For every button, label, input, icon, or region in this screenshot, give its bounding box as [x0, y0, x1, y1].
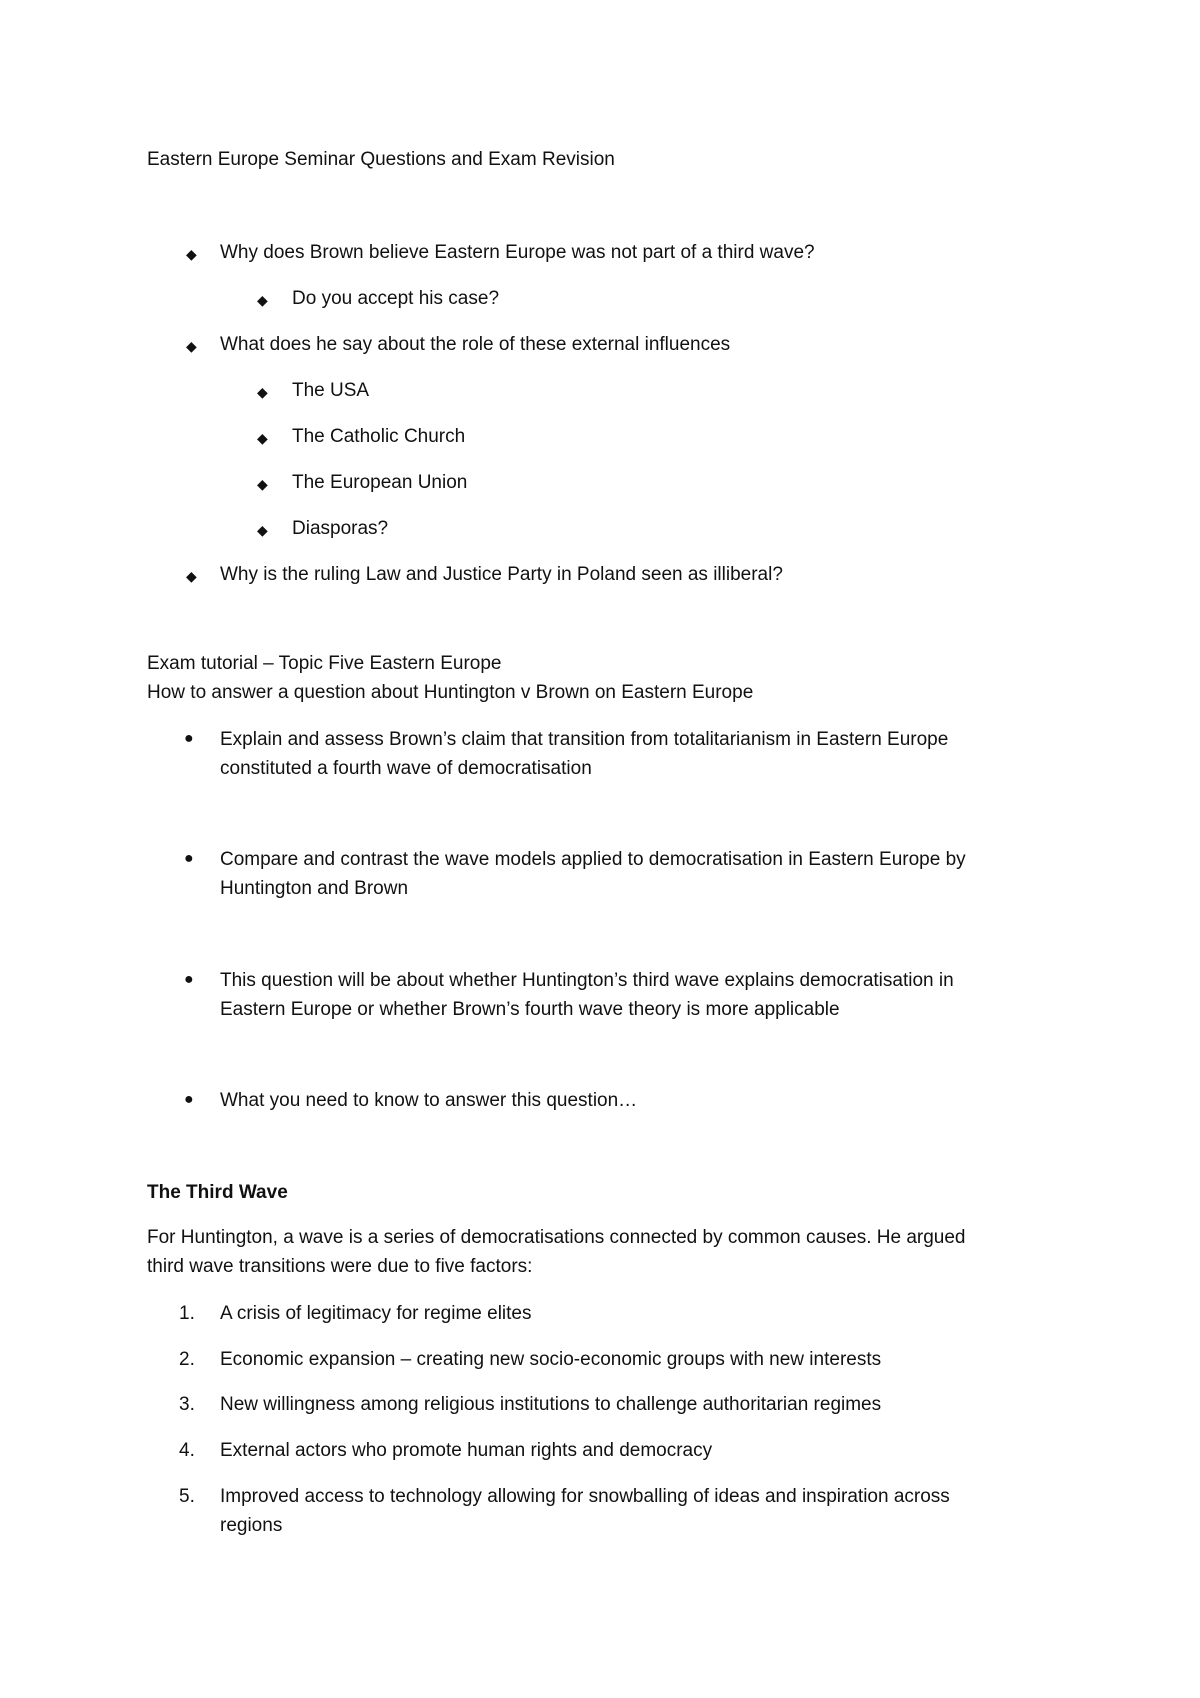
exam-point: Explain and assess Brown’s claim that transition from totalitarianism in Eastern Europe: [220, 729, 949, 750]
exam-point: Eastern Europe or whether Brown’s fourth wave theory is more applicable: [220, 999, 840, 1020]
bullet-icon: ◆: [257, 384, 268, 400]
exam-point: Huntington and Brown: [220, 878, 409, 899]
factor-item: External actors who promote human rights and democracy: [220, 1440, 713, 1461]
factor-item: New willingness among religious institutions to challenge authoritarian regimes: [220, 1394, 882, 1415]
factor-item: regions: [220, 1515, 283, 1536]
bullet-icon: ◆: [257, 522, 268, 538]
document-title: Eastern Europe Seminar Questions and Exam Revision: [147, 149, 615, 170]
list-number: 4.: [179, 1440, 195, 1461]
exam-tutorial-subheading: How to answer a question about Huntington v Brown on Eastern Europe: [147, 682, 754, 703]
seminar-subquestion: Do you accept his case?: [292, 288, 500, 309]
exam-point: constituted a fourth wave of democratisation: [220, 758, 592, 779]
bullet-icon: ◆: [257, 476, 268, 492]
bullet-icon: ●: [184, 730, 194, 747]
seminar-question: Why is the ruling Law and Justice Party in Poland seen as illiberal?: [220, 564, 783, 585]
factor-item: Improved access to technology allowing for snowballing of ideas and inspiration across: [220, 1486, 950, 1507]
external-influence-item: The USA: [292, 380, 370, 401]
bullet-icon: ◆: [257, 430, 268, 446]
bullet-icon: ◆: [186, 568, 197, 584]
factor-item: Economic expansion – creating new socio-economic groups with new interests: [220, 1349, 882, 1370]
external-influence-item: The European Union: [292, 472, 468, 493]
seminar-question: What does he say about the role of these external influences: [220, 334, 731, 355]
third-wave-heading: The Third Wave: [147, 1182, 288, 1203]
bullet-icon: ●: [184, 850, 194, 867]
third-wave-intro: For Huntington, a wave is a series of democratisations connected by common causes. He argued: [147, 1227, 966, 1248]
bullet-icon: ●: [184, 971, 194, 988]
list-number: 1.: [179, 1303, 195, 1324]
exam-point: This question will be about whether Huntington’s third wave explains democratisation in: [220, 970, 954, 991]
list-number: 2.: [179, 1349, 195, 1370]
exam-tutorial-heading: Exam tutorial – Topic Five Eastern Europe: [147, 653, 502, 674]
external-influence-item: Diasporas?: [292, 518, 389, 539]
list-number: 5.: [179, 1486, 195, 1507]
external-influence-item: The Catholic Church: [292, 426, 466, 447]
bullet-icon: ◆: [186, 338, 197, 354]
seminar-question: Why does Brown believe Eastern Europe was not part of a third wave?: [220, 242, 815, 263]
list-number: 3.: [179, 1394, 195, 1415]
bullet-icon: ●: [184, 1091, 194, 1108]
factor-item: A crisis of legitimacy for regime elites: [220, 1303, 532, 1324]
third-wave-intro: third wave transitions were due to five factors:: [147, 1256, 533, 1277]
exam-point: What you need to know to answer this question…: [220, 1090, 638, 1111]
bullet-icon: ◆: [186, 246, 197, 262]
bullet-icon: ◆: [257, 292, 268, 308]
exam-point: Compare and contrast the wave models applied to democratisation in Eastern Europe by: [220, 849, 966, 870]
